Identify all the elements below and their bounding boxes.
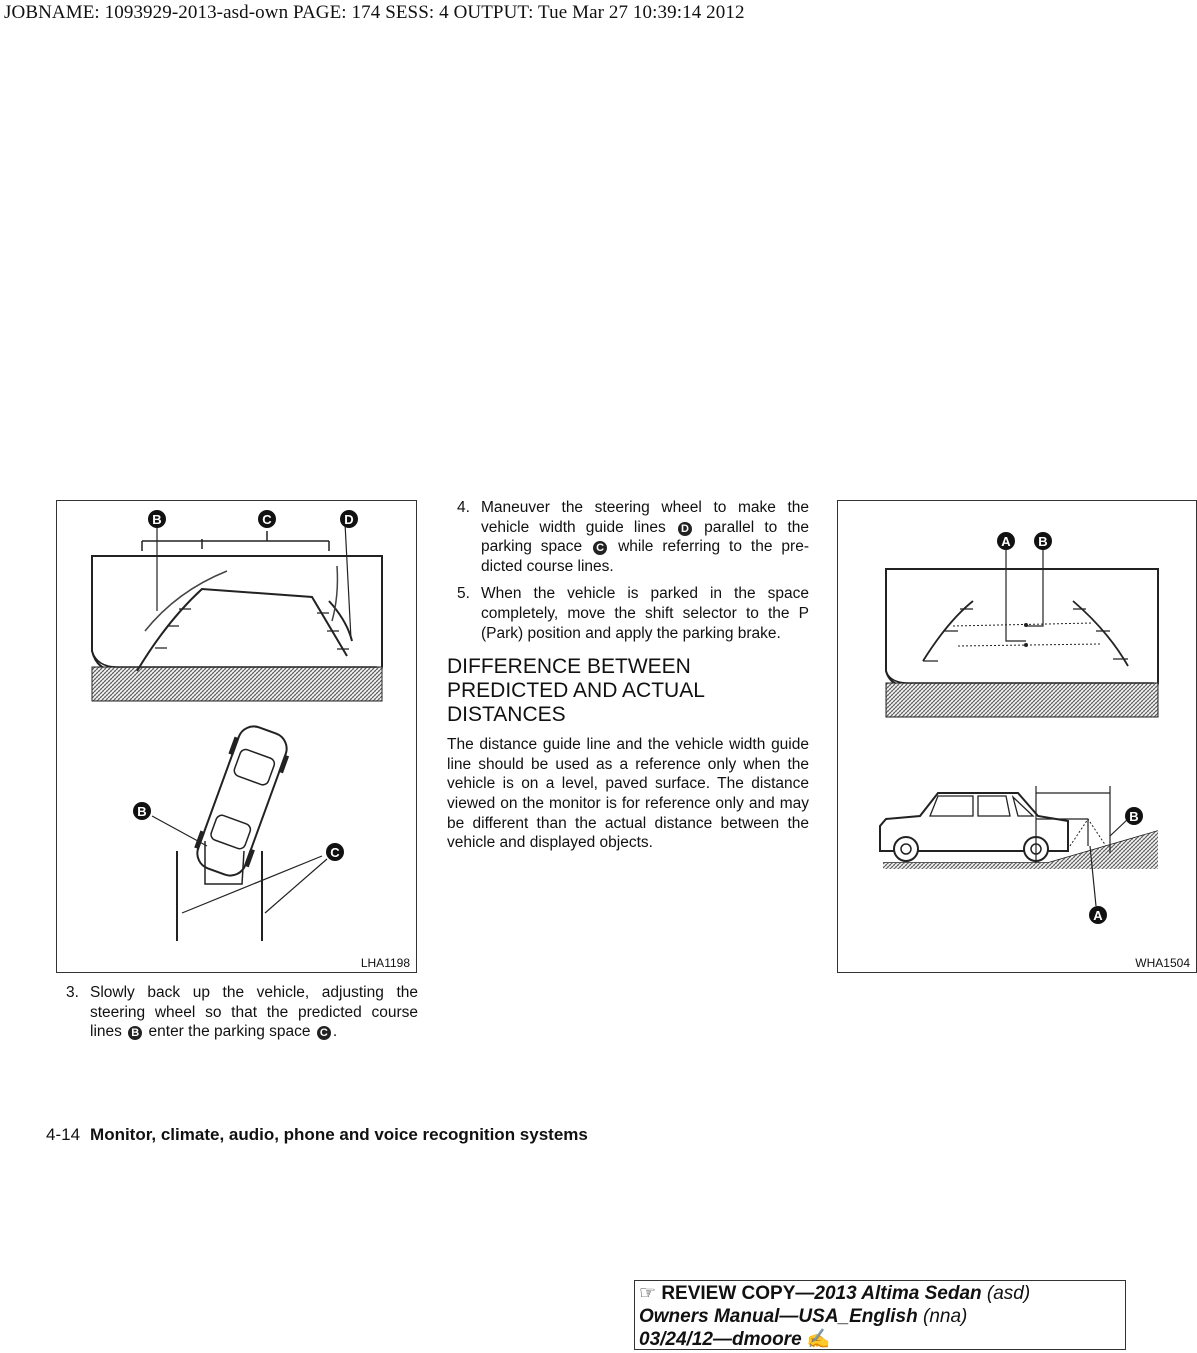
review-label: REVIEW COPY— [661,1283,815,1304]
pointing-hand-icon: ☞ [639,1283,657,1304]
callout-b-top: B [152,512,162,527]
review-line-2 [639,1305,1121,1328]
section-title: Monitor, climate, audio, phone and voice recognition systems [90,1125,588,1144]
figure-code-left: LHA1198 [360,956,410,970]
parking-guide-illustration [57,501,416,972]
page-footer [46,1125,588,1145]
step-3-text-b: enter the parking space [148,1023,311,1041]
review-line-1 [639,1282,1121,1305]
writing-hand-icon: ✍ [806,1329,831,1350]
figure-code-right: WHA1504 [1135,956,1190,970]
review-manual: Owners Manual—USA_English [639,1306,918,1327]
ref-d-badge: D [678,522,692,536]
review-manual-code: (nna) [923,1306,968,1327]
step-4-number: 4. [457,499,470,516]
middle-column [447,498,809,853]
left-column [56,983,418,1042]
step-5-text: When the vehicle is parked in the space completely, move the shift selector to the P (Park) position and apply the parking brake. [481,585,809,642]
review-model: 2013 Altima Sedan [814,1283,982,1304]
distance-difference-illustration [838,501,1196,972]
ref-c-badge: C [317,1026,331,1040]
ref-b-badge: B [128,1026,142,1040]
job-header: JOBNAME: 1093929-2013-asd-own PAGE: 174 SESS: 4 OUTPUT: Tue Mar 27 10:39:14 2012 [4,2,745,23]
step-4-text-a: Maneuver the steering wheel to make the vehicle width guide lines [481,499,809,536]
callout-d-top: D [344,512,354,527]
step-4-text-b: parallel to the parking space [481,518,809,556]
step-3-text-a: Slowly back up the vehicle, adjusting the steering wheel so that the predicted course lines [90,984,418,1041]
step-4 [447,498,809,576]
step-5-number: 5. [457,585,470,603]
step-3-text-c: . [332,1023,338,1041]
callout-c-top: C [262,512,272,527]
step-3-number: 3. [66,984,79,1001]
step-3 [56,983,418,1042]
review-date-author: 03/24/12—dmoore [639,1329,802,1350]
review-line-3 [639,1328,1121,1351]
section-heading: DIFFERENCE BETWEEN PREDICTED AND ACTUAL DISTANCES [447,655,705,727]
figure-parking-guide [56,500,417,973]
review-copy-box [634,1280,1126,1350]
body-paragraph: The distance guide line and the vehicle width guide line should be used as a reference only when the vehicle is on a level, paved surface. The distance viewed on the monitor is for reference only and may be different than the actual distance between the vehicle and displayed objects. [447,736,809,852]
callout-a-top: A [1001,534,1011,549]
step-5 [447,584,809,643]
step-4-text-c: while referring to the pre-dicted course lines. [481,538,809,575]
callout-b-car: B [137,804,147,819]
review-model-code: (asd) [986,1283,1031,1304]
figure-distance-difference [837,500,1197,973]
callout-c-space: C [330,845,340,860]
ref-c-badge-2: C [593,541,607,555]
callout-b-side: B [1129,809,1139,824]
callout-a-bottom: A [1093,908,1103,923]
callout-b-top-right: B [1038,534,1048,549]
page-number: 4-14 [46,1125,81,1144]
